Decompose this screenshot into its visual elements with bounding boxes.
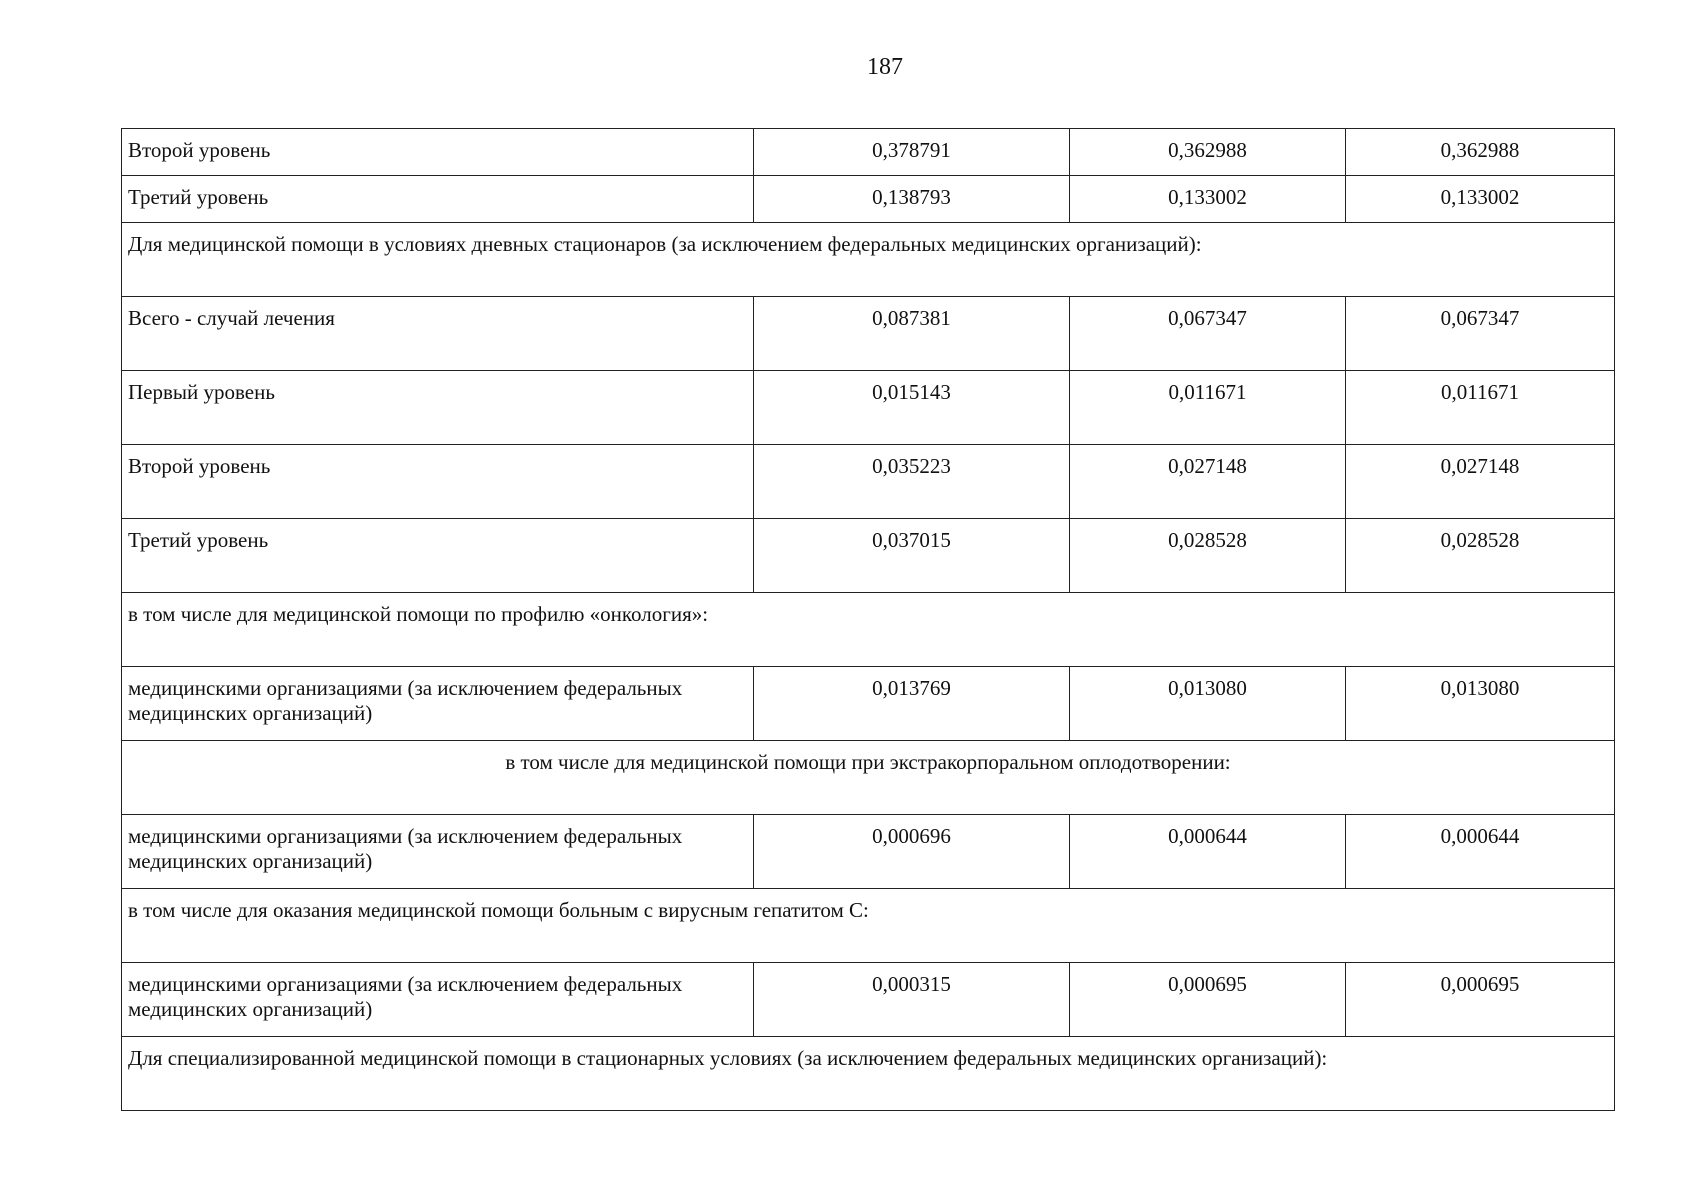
row-label: Третий уровень [122, 519, 754, 593]
section-heading: Для медицинской помощи в условиях дневных стационаров (за исключением федеральных медицинских организаций): [122, 223, 1615, 297]
value-cell: 0,000695 [1070, 963, 1346, 1037]
table-row [122, 519, 1615, 593]
value-cell: 0,362988 [1070, 129, 1346, 176]
value-cell: 0,027148 [1070, 445, 1346, 519]
value-cell: 0,138793 [754, 176, 1070, 223]
value-cell: 0,000315 [754, 963, 1070, 1037]
section-heading: в том числе для оказания медицинской помощи больным с вирусным гепатитом С: [122, 889, 1615, 963]
value-cell: 0,362988 [1346, 129, 1615, 176]
row-label: Всего - случай лечения [122, 297, 754, 371]
value-cell: 0,013080 [1070, 667, 1346, 741]
row-label: Второй уровень [122, 129, 754, 176]
value-cell: 0,133002 [1346, 176, 1615, 223]
value-cell: 0,028528 [1346, 519, 1615, 593]
value-cell: 0,013080 [1346, 667, 1615, 741]
table-row [122, 371, 1615, 445]
row-label: Третий уровень [122, 176, 754, 223]
value-cell: 0,011671 [1346, 371, 1615, 445]
value-cell: 0,000644 [1070, 815, 1346, 889]
data-table [121, 128, 1615, 1111]
row-label: медицинскими организациями (за исключением федеральных медицинских организаций) [122, 667, 754, 741]
section-row [122, 1037, 1615, 1111]
row-label: медицинскими организациями (за исключением федеральных медицинских организаций) [122, 963, 754, 1037]
section-row [122, 741, 1615, 815]
table-row [122, 176, 1615, 223]
value-cell: 0,011671 [1070, 371, 1346, 445]
table-row [122, 667, 1615, 741]
value-cell: 0,013769 [754, 667, 1070, 741]
value-cell: 0,015143 [754, 371, 1070, 445]
value-cell: 0,027148 [1346, 445, 1615, 519]
value-cell: 0,378791 [754, 129, 1070, 176]
value-cell: 0,067347 [1070, 297, 1346, 371]
section-row [122, 593, 1615, 667]
table-row [122, 129, 1615, 176]
value-cell: 0,000644 [1346, 815, 1615, 889]
section-heading: в том числе для медицинской помощи по профилю «онкология»: [122, 593, 1615, 667]
table-row [122, 297, 1615, 371]
value-cell: 0,067347 [1346, 297, 1615, 371]
page-number: 187 [867, 54, 903, 80]
section-row [122, 223, 1615, 297]
value-cell: 0,000695 [1346, 963, 1615, 1037]
value-cell: 0,028528 [1070, 519, 1346, 593]
value-cell: 0,000696 [754, 815, 1070, 889]
table-row [122, 963, 1615, 1037]
value-cell: 0,133002 [1070, 176, 1346, 223]
table-row [122, 815, 1615, 889]
row-label: Второй уровень [122, 445, 754, 519]
table-body [122, 129, 1615, 1111]
row-label: Первый уровень [122, 371, 754, 445]
value-cell: 0,037015 [754, 519, 1070, 593]
table-row [122, 445, 1615, 519]
row-label: медицинскими организациями (за исключением федеральных медицинских организаций) [122, 815, 754, 889]
section-heading: Для специализированной медицинской помощи в стационарных условиях (за исключением федеральных медицинских организаций): [122, 1037, 1615, 1111]
value-cell: 0,087381 [754, 297, 1070, 371]
section-heading: в том числе для медицинской помощи при экстракорпоральном оплодотворении: [122, 741, 1615, 815]
section-row [122, 889, 1615, 963]
value-cell: 0,035223 [754, 445, 1070, 519]
